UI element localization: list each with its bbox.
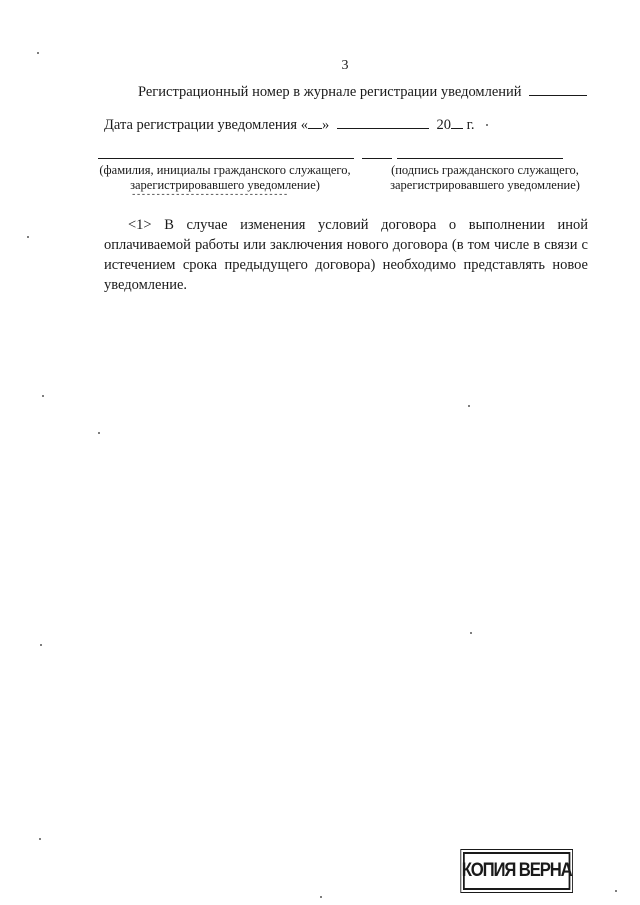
- scan-speck: [320, 896, 322, 898]
- scan-speck: [98, 432, 100, 434]
- signature-caption-line1: (подпись гражданского служащего,: [391, 163, 579, 177]
- name-caption-line1: (фамилия, инициалы гражданского служащего,: [99, 163, 351, 177]
- copy-certified-stamp: КОПИЯ ВЕРНА: [463, 852, 570, 890]
- scan-speck: [468, 405, 470, 407]
- year-blank: [451, 116, 463, 129]
- date-close-quote: »: [321, 117, 330, 133]
- footnote-separator: --------------------------------: [131, 190, 288, 200]
- signature-caption: [378, 163, 592, 193]
- year-suffix: г.: [466, 117, 475, 133]
- scan-speck: [37, 52, 39, 54]
- scan-speck: [486, 124, 488, 126]
- scan-speck: [470, 632, 472, 634]
- registration-date-line: [104, 116, 475, 134]
- registration-number-blank: [529, 83, 587, 96]
- name-caption: [94, 163, 356, 193]
- scan-speck: [615, 890, 617, 892]
- registration-number-label: Регистрационный номер в журнале регистрации уведомлений: [138, 84, 522, 100]
- name-caption-line2: зарегистрировавшего уведомление): [130, 178, 320, 192]
- page-number: 3: [341, 58, 349, 73]
- month-blank: [337, 116, 429, 129]
- registration-number-line: [138, 83, 587, 101]
- day-blank: [308, 116, 322, 129]
- scan-speck: [27, 236, 29, 238]
- registration-date-label: Дата регистрации уведомления «: [104, 117, 308, 133]
- signature-line: [397, 158, 563, 159]
- footnote-text: <1> В случае изменения условий договора о выполнении иной оплачиваемой работы или заключения нового договора (в том числе в связи с истечением срока предыдущего договора) необходимо представлять новое уведомление.: [104, 217, 588, 293]
- scan-speck: [40, 644, 42, 646]
- scan-speck: [39, 838, 41, 840]
- scan-speck: [42, 395, 44, 397]
- year-prefix: 20: [436, 117, 451, 133]
- short-divider-line: [362, 158, 392, 159]
- signature-caption-line2: зарегистрировавшего уведомление): [390, 178, 580, 192]
- name-signature-line: [98, 158, 354, 159]
